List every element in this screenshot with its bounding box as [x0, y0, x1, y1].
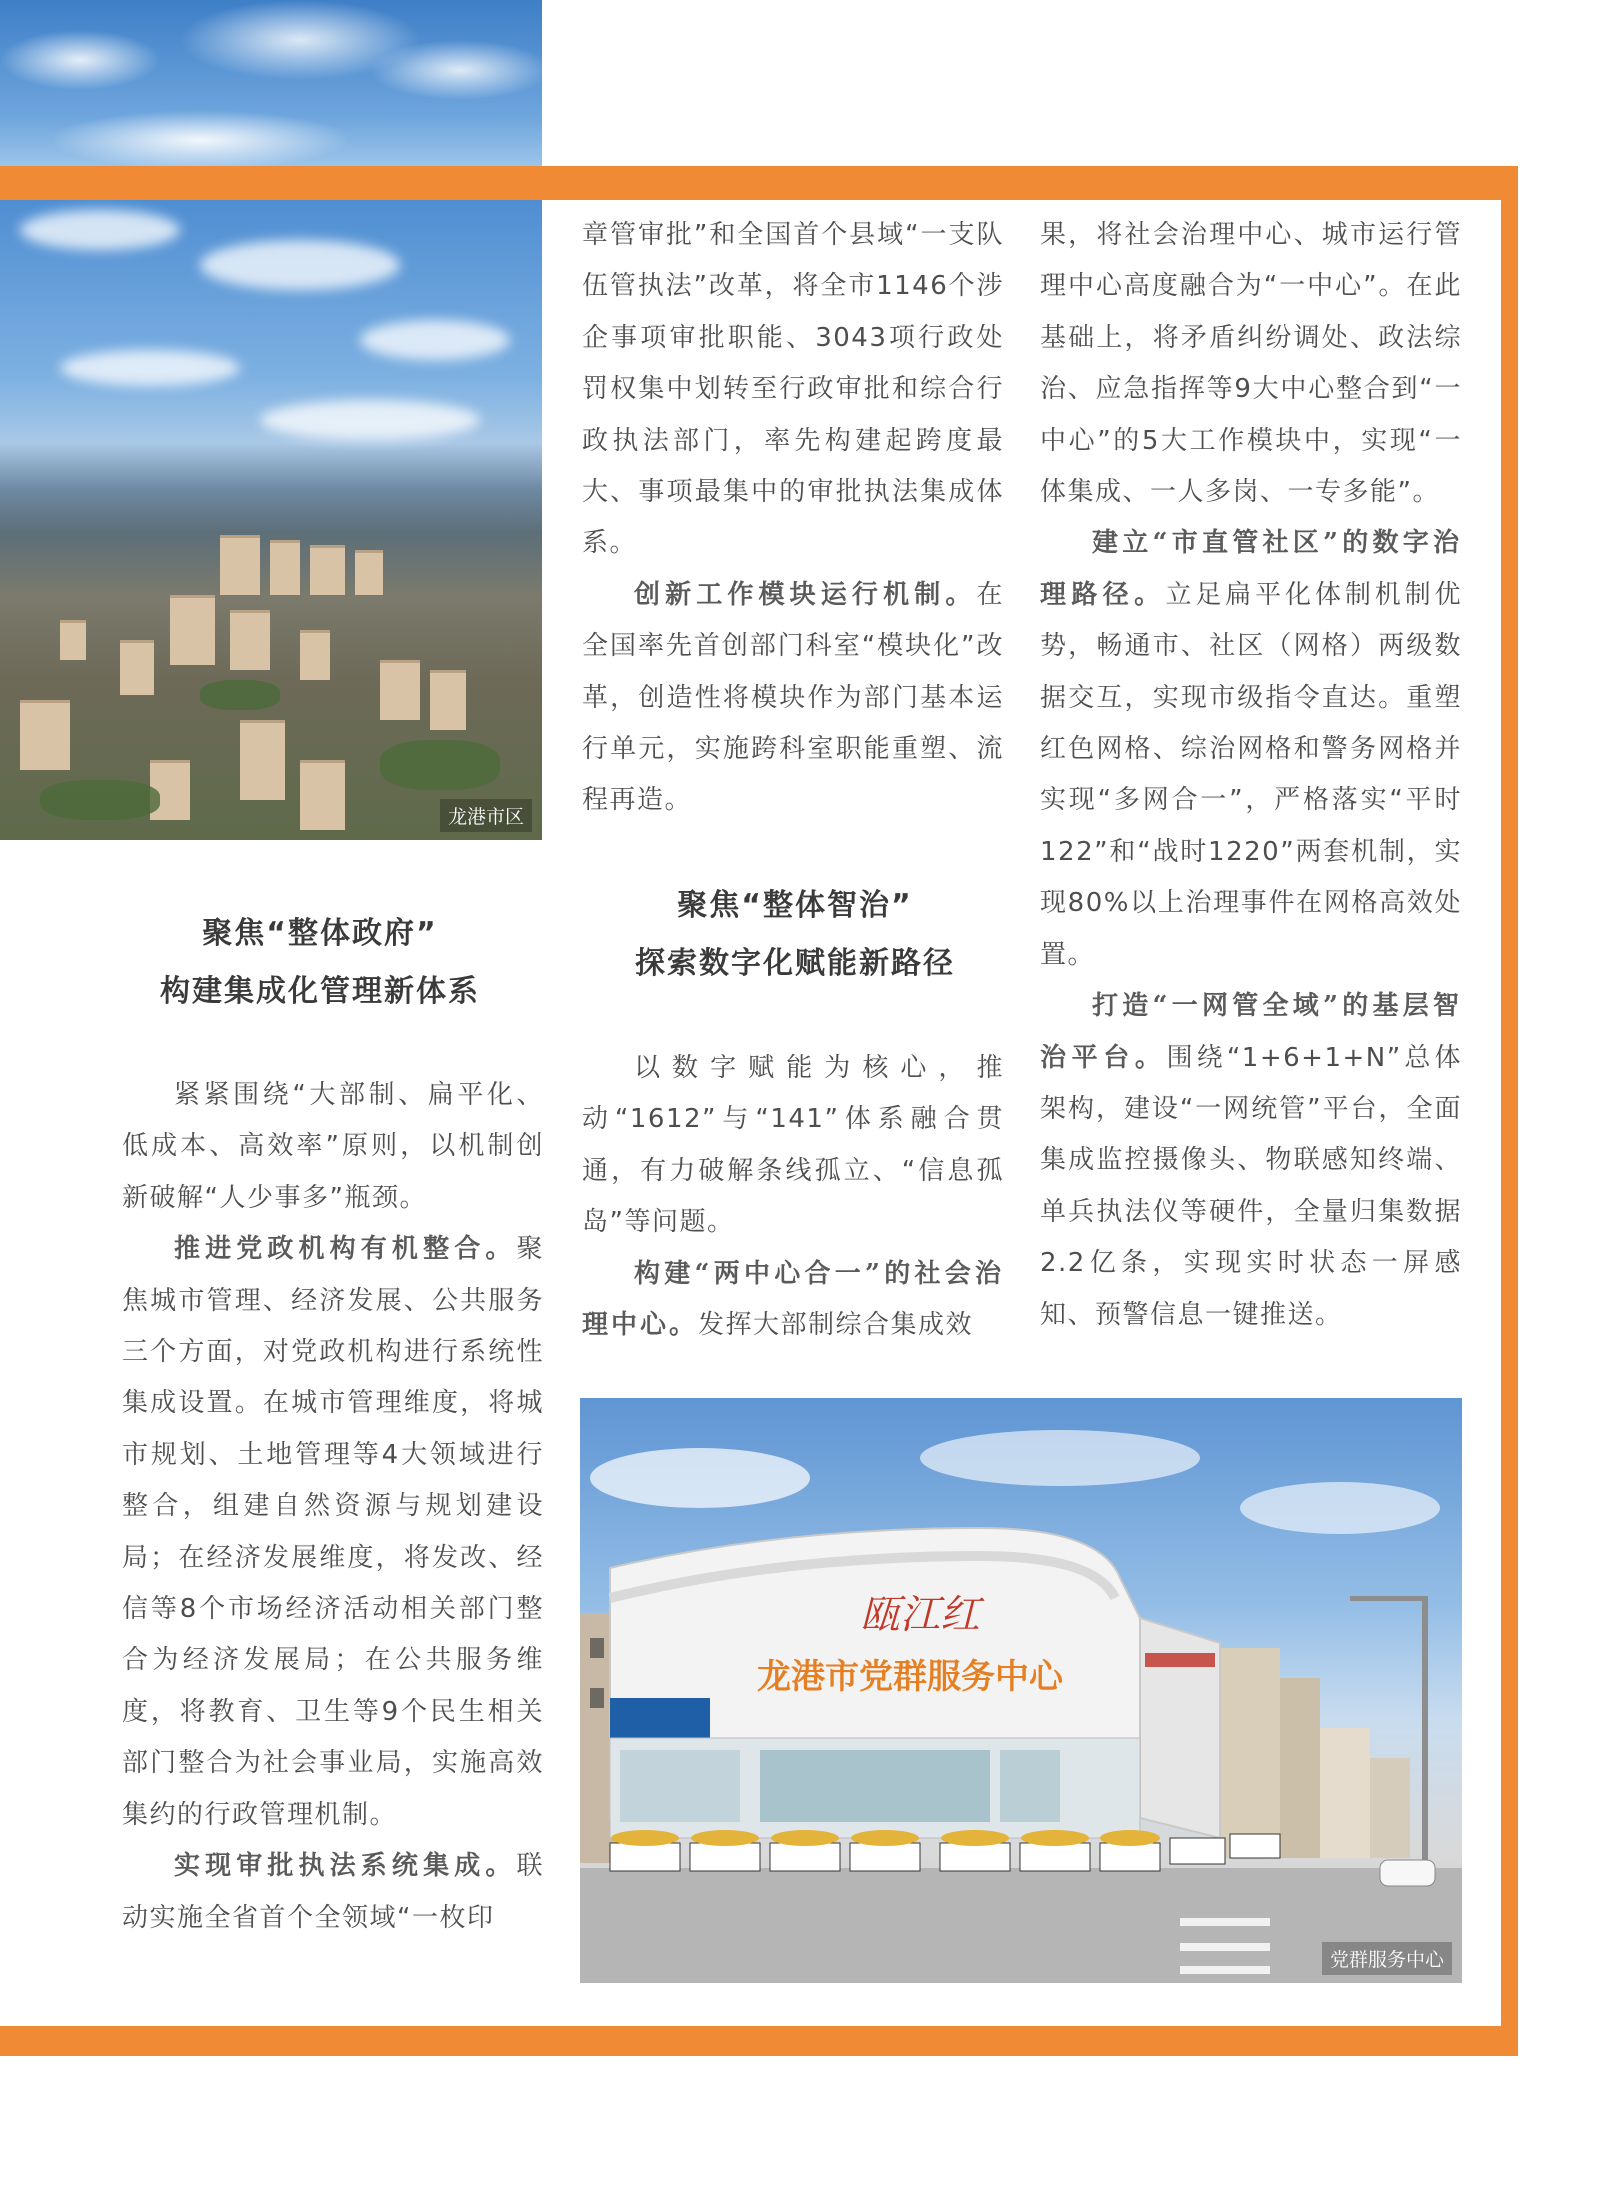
- section1-heading-line2: 构建集成化管理新体系: [160, 974, 480, 1009]
- orange-frame-top: [0, 166, 1518, 200]
- section2-intro: 以数字赋能为核心，推动“1612”与“141”体系融合贯通，有力破解条线孤立、“信息孤岛”等问题。: [582, 1053, 1004, 1238]
- section1-intro: 紧紧围绕“大部制、扁平化、低成本、高效率”原则，以机制创新破解“人少事多”瓶颈。: [122, 1080, 544, 1213]
- section1-paragraph-3: [582, 570, 1004, 827]
- service-center-illustration: [580, 1398, 1462, 1983]
- section2-p1-text: 发挥大部制综合集成效: [698, 1310, 974, 1341]
- section1-paragraph-2: [122, 1841, 544, 1944]
- column-2-lower-text: [582, 1043, 1004, 1351]
- section1-p3-lead: 创新工作模块运行机制。: [634, 579, 977, 610]
- section1-heading: [80, 908, 560, 1018]
- section1-paragraph-1: [122, 1224, 544, 1841]
- section2-heading-line2: 探索数字化赋能新路径: [635, 946, 955, 981]
- section1-p2-lead: 实现审批执法系统集成。: [174, 1851, 517, 1882]
- column-3-text: [1040, 210, 1462, 1341]
- orange-frame-right: [1501, 166, 1518, 2055]
- column-1-text: [122, 1070, 544, 1944]
- section2-paragraph-1: [582, 1249, 1004, 1352]
- section2-heading-line1: 聚焦“整体智治”: [677, 888, 913, 923]
- section2-paragraph-2: [1040, 518, 1462, 981]
- service-center-photo: [580, 1398, 1462, 1983]
- city-aerial-photo: [0, 200, 542, 840]
- sign-main-text: 龙港市党群服务中心: [757, 1657, 1063, 1697]
- section2-p1-continued: 果，将社会治理中心、城市运行管理中心高度融合为“一中心”。在此基础上，将矛盾纠纷调处、政法综治、应急指挥等9大中心整合到“一中心”的5大工作模块中，实现“一体集成、一人多岗、一专多能”。: [1040, 220, 1462, 508]
- section2-p3-lead: 打造“一网管全域”的基层智治平台。: [1040, 991, 1462, 1073]
- city-photo-caption: 龙港市区: [440, 799, 532, 832]
- sign-top-text: 瓯江红: [860, 1592, 980, 1638]
- section1-p3-text: 在全国率先首创部门科室“模块化”改革，创造性将模块作为部门基本运行单元，实施跨科室职能重塑、流程再造。: [582, 579, 1004, 816]
- section2-p2-text: 立足扁平化体制机制优势，畅通市、社区（网格）两级数据交互，实现市级指令直达。重塑红色网格、综治网格和警务网格并实现“多网合一”，严格落实“平时122”和“战时1220”两套机制，实现80%以上治理事件在网格高效处置。: [1040, 579, 1462, 970]
- section1-p2-continued: 章管审批”和全国首个县域“一支队伍管执法”改革，将全市1146个涉企事项审批职能、3043项行政处罚权集中划转至行政审批和综合行政执法部门，率先构建起跨度最大、事项最集中的审批执法集成体系。: [582, 220, 1004, 559]
- section2-paragraph-3: [1040, 981, 1462, 1341]
- orange-frame-bottom: [0, 2026, 1518, 2056]
- column-2-text: [582, 210, 1004, 827]
- section1-heading-line1: 聚焦“整体政府”: [202, 916, 438, 951]
- service-center-caption: 党群服务中心: [1322, 1942, 1452, 1975]
- section1-p2-text: 联动实施全省首个全领域“一枚印: [122, 1851, 544, 1933]
- section1-p1-text: 聚焦城市管理、经济发展、公共服务三个方面，对党政机构进行系统性集成设置。在城市管理维度，将城市规划、土地管理等4大领域进行整合，组建自然资源与规划建设局；在经济发展维度，将发改、经信等8个市场经济活动相关部门整合为经济发展局；在公共服务维度，将教育、卫生等9个民生相关部门整合为社会事业局，实施高效集约的行政管理机制。: [122, 1234, 544, 1830]
- section2-heading: [560, 880, 1030, 990]
- section2-p3-text: 围绕“1+6+1+N”总体架构，建设“一网统管”平台，全面集成监控摄像头、物联感知终端、单兵执法仪等硬件，全量归集数据2.2亿条，实现实时状态一屏感知、预警信息一键推送。: [1040, 1042, 1462, 1330]
- sky-photo: [0, 0, 542, 166]
- section1-p1-lead: 推进党政机构有机整合。: [174, 1234, 517, 1265]
- section2-p2-lead: 建立“市直管社区”的数字治理路径。: [1040, 528, 1462, 610]
- section2-p1-lead: 构建“两中心合一”的社会治理中心。: [582, 1258, 1004, 1341]
